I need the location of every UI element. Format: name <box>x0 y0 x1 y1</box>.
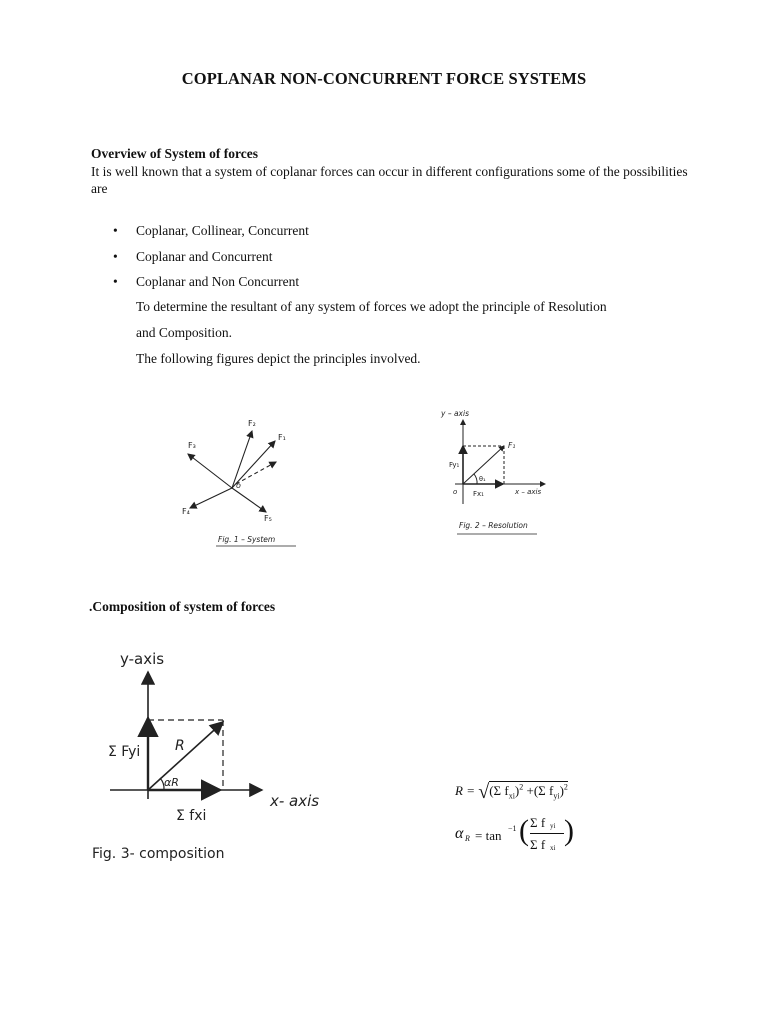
figure-1-system <box>178 404 308 554</box>
resultant-equation: R = √(Σ $f_{xi})^2 +(\Sigma$ $f_{yi})^2$ <box>455 781 568 803</box>
fig2-fy-label: Fy₁ <box>449 461 460 469</box>
label-f3: F₃ <box>188 441 196 450</box>
fig3-alpha-label: αR <box>164 776 179 789</box>
principle-line-2: and Composition. <box>136 325 233 340</box>
label-f2: F₂ <box>248 419 256 428</box>
principle-line-1: To determine the resultant of any system of forces we adopt the principle of Resolution <box>136 299 607 314</box>
force-f4-arrow <box>190 488 232 508</box>
list-item: • Coplanar, Collinear, Concurrent <box>113 223 309 238</box>
figure-2-caption: Fig. 2 – Resolution <box>459 521 528 530</box>
label-f5: F₅ <box>264 514 272 523</box>
fig2-x-axis-label: x – axis <box>515 488 542 496</box>
label-f1: F₁ <box>278 433 286 442</box>
fig2-force-label: F₁ <box>508 441 516 450</box>
bullet-icon: • <box>113 223 118 238</box>
fig3-resultant-arrow <box>148 722 223 790</box>
force-f2-arrow <box>232 431 252 488</box>
force-f3-arrow <box>188 454 232 488</box>
figure-2-resolution <box>433 404 558 544</box>
fig2-angle-label: θ₁ <box>479 475 486 483</box>
fig3-sum-fy-label: Σ Fyi <box>108 744 141 760</box>
angle-equation: α R = tan −1 ( Σ f yi Σ f xi ) <box>455 814 574 852</box>
page-title: COPLANAR NON-CONCURRENT FORCE SYSTEMS <box>181 69 587 88</box>
figure-3-caption: Fig. 3- composition <box>92 846 225 862</box>
label-f4: F₄ <box>182 507 190 516</box>
figure-1-caption: Fig. 1 – System <box>218 535 276 544</box>
composition-heading: .Composition of system of forces <box>89 599 276 614</box>
list-item: • Coplanar and Non Concurrent <box>113 274 300 289</box>
list-item: • Coplanar and Concurrent <box>113 248 273 264</box>
label-origin: o <box>236 481 241 490</box>
fig3-x-axis-label: x- axis <box>270 792 320 810</box>
fig2-fx-label: Fx₁ <box>473 490 484 498</box>
fig3-y-axis-label: y-axis <box>120 650 165 668</box>
figure-3-composition <box>90 634 330 864</box>
bullet-icon: • <box>113 248 118 264</box>
overview-paragraph: It is well known that a system of coplanar forces can occur in different configurations some of the possibilities are <box>91 164 688 196</box>
resultant-dashed-arrow <box>236 462 276 484</box>
fig2-y-axis-label: y – axis <box>441 409 469 418</box>
fig3-sum-fx-label: Σ fxi <box>176 808 207 824</box>
fig2-origin-label: o <box>453 488 458 496</box>
force-f5-arrow <box>232 488 266 512</box>
principle-line-3: The following figures depict the principles involved. <box>136 351 421 366</box>
configuration-list <box>113 222 309 299</box>
bullet-icon: • <box>113 274 118 289</box>
overview-heading: Overview of System of forces <box>91 146 258 161</box>
fig3-resultant-label: R <box>175 738 185 754</box>
